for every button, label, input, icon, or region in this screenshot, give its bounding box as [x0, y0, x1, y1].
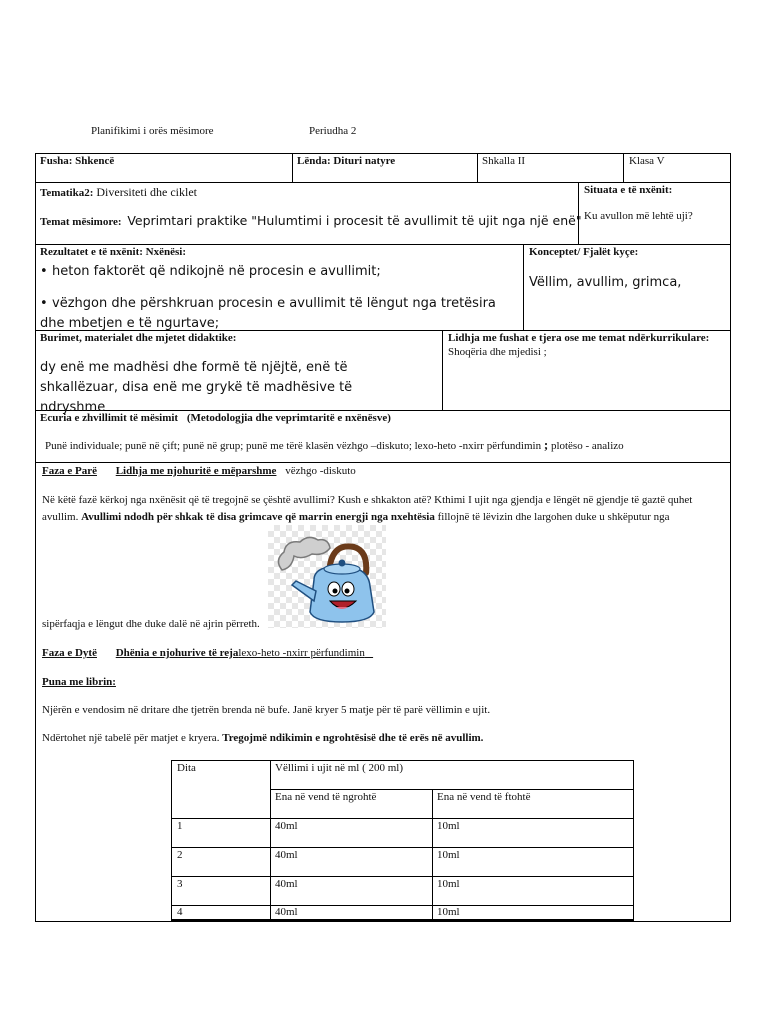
faza2-paragraph-1: Njërën e vendosim në dritare dhe tjetrën brenda në bufe. Janë kryer 5 matje për të parë vëllimin e ujit. — [42, 704, 491, 716]
ecuria-heading — [40, 412, 391, 424]
ecuria-sub: (Metodologjia dhe veprimtaritë e nxënësve) — [186, 412, 391, 424]
table-cell-warm: 40ml — [275, 820, 298, 832]
faza1-heading — [42, 465, 356, 477]
bullet-icon — [40, 264, 52, 279]
faza2-heading — [42, 647, 373, 659]
table-cell-warm: 40ml — [275, 878, 298, 890]
kettle-illustration — [268, 525, 386, 628]
fusha-label: Fusha: Shkencë — [40, 155, 115, 167]
table-cell-day: 1 — [177, 820, 183, 832]
table-cell-cold: 10ml — [437, 820, 460, 832]
table-cell-warm: 40ml — [275, 849, 298, 861]
methods-text: Punë individuale; punë në çift; punë në grup; punë me tërë klasën vëzhgo –diskuto; lexo-heto -nxirr përfundimin — [45, 440, 542, 452]
table-cell-cold: 10ml — [437, 906, 460, 918]
lidhja-value: Shoqëria dhe mjedisi ; — [448, 346, 547, 358]
table-cell-day: 3 — [177, 878, 183, 890]
faza2-paragraph-2: Ndërtohet një tabelë për matjet e kryera. Tregojmë ndikimin e ngrohtësisë dhe të erës në avullim. — [42, 732, 484, 744]
temat-value: Veprimtari praktike "Hulumtimi i procesit të avullimit të ujit nga një enë" — [127, 213, 582, 228]
table-cell-warm: 40ml — [275, 906, 298, 918]
table-cell-cold: 10ml — [437, 849, 460, 861]
burimet-label: Burimet, materialet dhe mjetet didaktike: — [40, 332, 237, 344]
situata-value: Ku avullon më lehtë uji? — [584, 210, 693, 222]
temat-mesimore — [40, 213, 582, 228]
kettle-steam-icon — [268, 525, 386, 628]
faza1-paragraph-cont: sipërfaqja e lëngut dhe duke dalë në ajrin përreth. — [42, 618, 260, 630]
tematika-label: Tematika2: — [40, 187, 94, 199]
table-cell-cold: 10ml — [437, 878, 460, 890]
table-cell-day: 4 — [177, 906, 183, 918]
burimet-value: dy enë me madhësi dhe formë të njëjtë, enë të shkallëzuar, disa enë me grykë të madhësive të ndryshme — [40, 360, 353, 415]
klasa-label: Klasa V — [629, 155, 665, 167]
tematika-value: Diversiteti dhe ciklet — [93, 185, 198, 199]
table-cell-day: 2 — [177, 849, 183, 861]
plan-title: Planifikimi i orës mësimore — [91, 125, 214, 137]
tematika — [40, 185, 197, 200]
table-header-cold: Ena në vend të ftohtë — [437, 791, 531, 803]
outcome-item-2: • vëzhgon dhe përshkruan procesin e avullimit të lëngut nga tretësira dhe mbetjen e të ngurtave; — [40, 294, 510, 334]
methods-separator: ; — [543, 437, 549, 452]
puna-me-librin-label: Puna me librin: — [42, 676, 116, 688]
methods-tail: plotëso - analizo — [550, 440, 624, 452]
faza2-subtitle: Dhënia e njohurive të reja — [115, 647, 239, 659]
konceptet-label: Konceptet/ Fjalët kyçe: — [529, 246, 639, 258]
faza1-subtitle: Lidhja me njohuritë e mëparshme — [115, 465, 277, 477]
temat-label: Temat mësimore: — [40, 216, 122, 228]
situata-label: Situata e të nxënit: — [584, 184, 673, 196]
faza2-title: Faza e Dytë — [42, 647, 97, 659]
period-label: Periudha 2 — [309, 125, 357, 137]
table-header-warm: Ena në vend të ngrohtë — [275, 791, 377, 803]
table-header-day: Dita — [177, 762, 196, 774]
faza2-technique: lexo-heto -nxirr përfundimin — [238, 647, 365, 659]
lenda-label: Lënda: Dituri natyre — [297, 155, 396, 167]
methods-line — [45, 437, 624, 453]
rezultatet-label: Rezultatet e të nxënit: Nxënësi: — [40, 246, 187, 258]
lidhja-label: Lidhja me fushat e tjera ose me temat ndërkurrikulare: — [448, 332, 710, 344]
faza1-paragraph: Në këtë fazë kërkoj nga nxënësit që të tregojnë se çështë avullimi? Kush e shkakton atë? Kthimi I ujit nga gjendja e lëngët në gjendje të gaztë quhet avullim. Avullimi ndodh për shkak të disa grimcave që marrin energji nga nxehtësia fillojnë të lëvizin dhe largohen duke u shkëputur nga — [42, 494, 693, 523]
table-header-volume: Vëllimi i ujit në ml ( 200 ml) — [275, 762, 404, 774]
faza1-title: Faza e Parë — [42, 465, 97, 477]
faza1-technique: vëzhgo -diskuto — [285, 465, 356, 477]
ecuria-label: Ecuria e zhvillimit të mësimit — [40, 412, 179, 424]
bullet-icon — [40, 296, 52, 311]
shkalla-label: Shkalla II — [482, 155, 526, 167]
konceptet-value: Vëllim, avullim, grimca, — [529, 275, 682, 290]
outcome-item-1: • heton faktorët që ndikojnë në procesin e avullimit; — [40, 262, 510, 282]
